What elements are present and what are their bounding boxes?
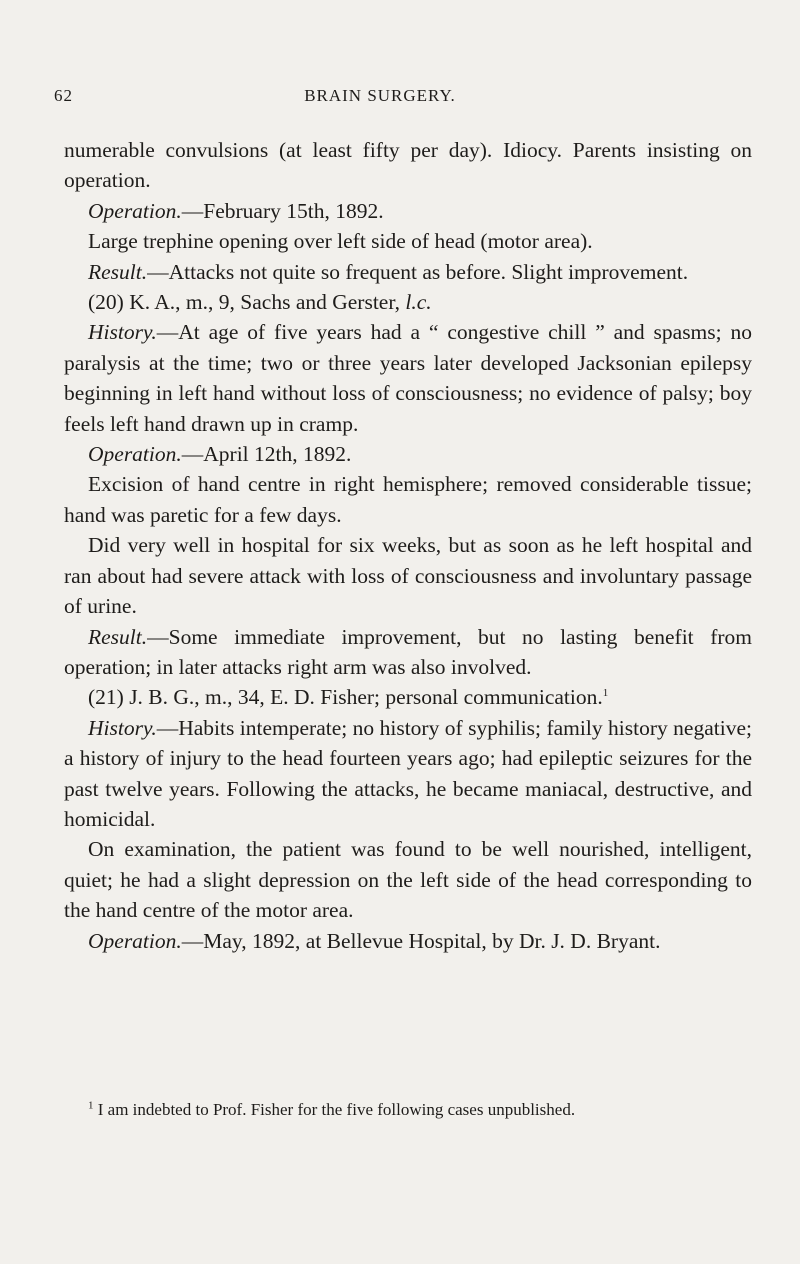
run-in-heading: Operation. [88, 442, 182, 467]
paragraph-p3 [64, 226, 752, 256]
paragraph-p8 [64, 469, 752, 530]
paragraph-p10 [64, 622, 752, 683]
paragraph-text: Excision of hand centre in right hemisphere; removed considerable tissue; hand was paretic for a few days. [64, 472, 752, 527]
paragraph-text: —May, 1892, at Bellevue Hospital, by Dr. J. D. Bryant. [181, 928, 661, 953]
page-number: 62 [54, 86, 73, 105]
run-in-heading: History. [88, 715, 157, 740]
paragraph-p6 [64, 317, 752, 439]
paragraph-p12 [64, 713, 752, 835]
paragraph-p1 [64, 135, 752, 196]
paragraph-text: numerable convulsions (at least fifty per day). Idiocy. Parents insisting on operation. [64, 138, 752, 193]
run-in-heading: Operation. [88, 198, 182, 223]
paragraph-p4 [64, 257, 752, 287]
footnote-text: I am indebted to Prof. Fisher for the five following cases unpublished. [93, 1100, 576, 1119]
paragraph-text: On examination, the patient was found to be well nourished, intelligent, quiet; he had a slight depression on the left side of the head corresponding to the hand centre of the motor area. [64, 837, 752, 923]
paragraph-text: —Some immediate improvement, but no lasting benefit from operation; in later attacks right arm was also involved. [64, 624, 752, 679]
running-title: BRAIN SURGERY. [304, 86, 456, 105]
paragraph-text: Large trephine opening over left side of head (motor area). [88, 229, 593, 254]
run-in-heading: Operation. [88, 928, 182, 953]
paragraph-p9 [64, 530, 752, 621]
paragraph-p13 [64, 834, 752, 925]
paragraph-text: (20) K. A., m., 9, Sachs and Gerster, [88, 290, 406, 315]
main-text [64, 135, 752, 956]
paragraph-p7 [64, 439, 752, 469]
footnote-marker: 1 [88, 1099, 94, 1112]
paragraph-text: —At age of five years had a “ congestive chill ” and spasms; no paralysis at the time; two or three years later developed Jacksonian epilepsy beginning in left hand without loss of consciousness; no evidence of palsy; boy feels left hand drawn up in cramp. [64, 320, 752, 436]
paragraph-p5 [64, 287, 752, 317]
paragraph-text: —April 12th, 1892. [181, 442, 352, 467]
running-header [50, 86, 750, 116]
footnote [64, 1098, 752, 1121]
paragraph-text: (21) J. B. G., m., 34, E. D. Fisher; personal communication. [88, 685, 603, 710]
citation-abbrev: l.c. [405, 290, 432, 315]
run-in-heading: History. [88, 320, 157, 345]
paragraph-text: —Habits intemperate; no history of syphilis; family history negative; a history of injury to the head fourteen years ago; had epileptic seizures for the past twelve years. Following the attacks, he became maniacal, destructive, and homicidal. [64, 715, 752, 831]
paragraph-text: —Attacks not quite so frequent as before. Slight improvement. [147, 259, 689, 284]
paragraph-p14 [64, 926, 752, 956]
run-in-heading: Result. [88, 259, 148, 284]
footnote-ref: 1 [602, 687, 609, 700]
paragraph-text: Did very well in hospital for six weeks, but as soon as he left hospital and ran about had severe attack with loss of consciousness and involuntary passage of urine. [64, 533, 752, 619]
paragraph-p11 [64, 682, 752, 712]
paragraph-p2 [64, 196, 752, 226]
run-in-heading: Result. [88, 624, 148, 649]
paragraph-text: —February 15th, 1892. [181, 198, 384, 223]
